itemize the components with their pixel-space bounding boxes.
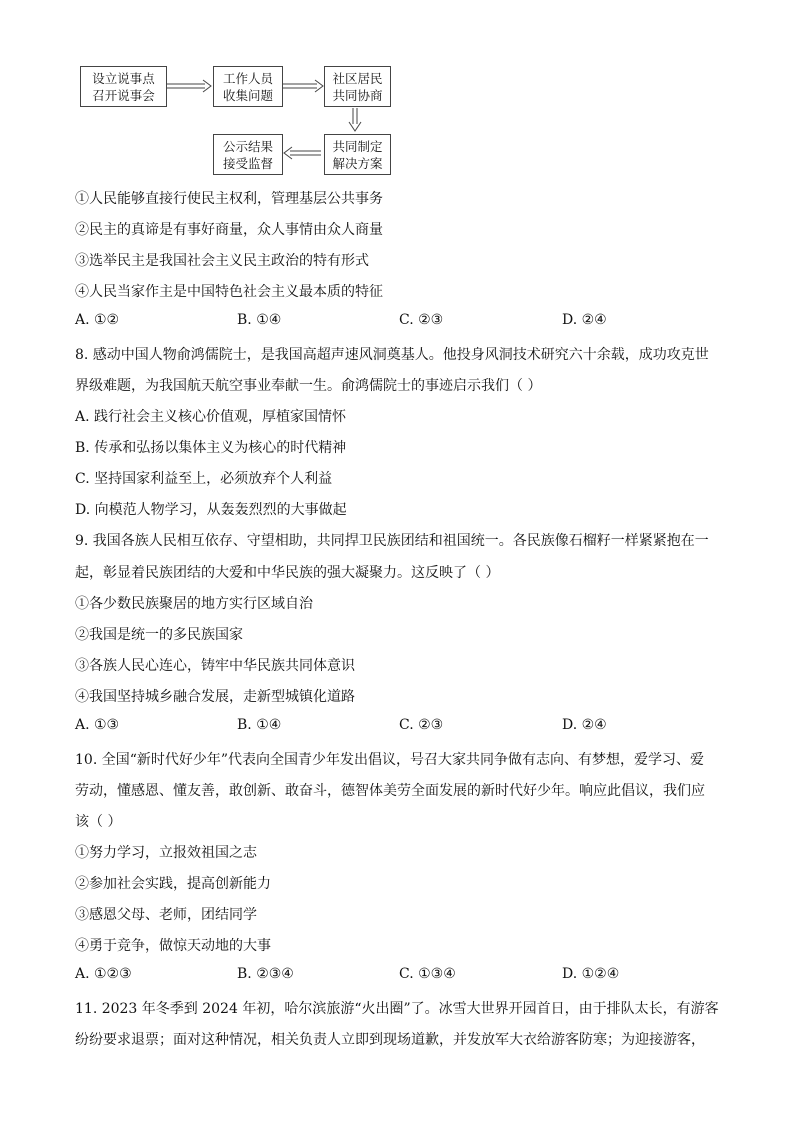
q7-option-a[interactable]: A. ①② (75, 312, 120, 328)
q9-option-a[interactable]: A. ①③ (75, 717, 120, 733)
q8-choice-c[interactable]: C. 坚持国家利益至上，必须放弃个人利益 (75, 471, 333, 487)
q10-stem-line-2: 劳动，懂感恩、懂友善，敢创新、敢奋斗，德智体美劳全面发展的新时代好少年。响应此倡议，我们应 (75, 783, 705, 799)
q7-option-d[interactable]: D. ②④ (562, 312, 607, 328)
flow-box-line: 社区居民 (332, 70, 383, 86)
q7-option-c[interactable]: C. ②③ (399, 312, 444, 328)
q10-option-c[interactable]: C. ①③④ (399, 966, 456, 982)
flow-box-line: 公示结果 (222, 138, 273, 154)
flow-box-line: 召开说事会 (92, 87, 155, 103)
q7-item-1: ①人民能够直接行使民主权利，管理基层公共事务 (75, 191, 383, 207)
flow-box-line: 共同协商 (332, 87, 383, 103)
flow-box-publish (213, 134, 283, 175)
flow-box-line: 解决方案 (332, 155, 383, 171)
q7-item-4: ④人民当家作主是中国特色社会主义最本质的特征 (75, 284, 383, 300)
flow-box-line: 设立说事点 (92, 70, 155, 86)
q8-choice-d[interactable]: D. 向模范人物学习，从轰轰烈烈的大事做起 (75, 502, 347, 518)
q10-item-2: ②参加社会实践，提高创新能力 (75, 876, 271, 892)
q10-options (75, 966, 715, 986)
q9-option-c[interactable]: C. ②③ (399, 717, 444, 733)
q9-option-b[interactable]: B. ①④ (237, 717, 282, 733)
flow-box-line: 工作人员 (222, 70, 273, 86)
q9-stem-line-1: 9. 我国各族人民相互依存、守望相助，共同捍卫民族团结和祖国统一。各民族像石榴籽一样紧紧抱在一 (75, 533, 709, 549)
q9-item-2: ②我国是统一的多民族国家 (75, 627, 243, 643)
q7-item-2: ②民主的真谛是有事好商量，众人事情由众人商量 (75, 222, 383, 238)
q10-item-1: ①努力学习，立报效祖国之志 (75, 845, 257, 861)
q9-options (75, 717, 715, 737)
q10-option-d[interactable]: D. ①②④ (562, 966, 620, 982)
q9-stem-line-2: 起，彰显着民族团结的大爱和中华民族的强大凝聚力。这反映了（ ） (75, 565, 500, 581)
q7-option-b[interactable]: B. ①④ (237, 312, 282, 328)
q10-stem-line-1: 10. 全国“新时代好少年”代表向全国青少年发出倡议，号召大家共同争做有志向、有梦想，爱学习、爱 (75, 752, 705, 768)
flow-box-line: 收集问题 (222, 87, 273, 103)
q9-item-4: ④我国坚持城乡融合发展，走新型城镇化道路 (75, 689, 355, 705)
q11-stem-line-2: 纷纷要求退票；面对这种情况，相关负责人立即到现场道歉，并发放军大衣给游客防寒；为迎接游客， (75, 1032, 705, 1048)
q9-item-1: ①各少数民族聚居的地方实行区域自治 (75, 596, 313, 612)
flow-box-line: 接受监督 (222, 155, 273, 171)
q8-choice-a[interactable]: A. 践行社会主义核心价值观，厚植家国情怀 (75, 409, 347, 425)
q10-option-a[interactable]: A. ①②③ (75, 966, 132, 982)
q9-option-d[interactable]: D. ②④ (562, 717, 607, 733)
q7-options (75, 312, 715, 332)
q8-choice-b[interactable]: B. 传承和弘扬以集体主义为核心的时代精神 (75, 440, 347, 456)
q10-option-b[interactable]: B. ②③④ (237, 966, 294, 982)
q10-stem-line-3: 该（ ） (75, 814, 122, 830)
q10-item-3: ③感恩父母、老师，团结同学 (75, 907, 257, 923)
q11-stem-line-1: 11. 2023 年冬季到 2024 年初，哈尔滨旅游“火出圈”了。冰雪大世界开园首日，由于排队太长，有游客 (75, 1001, 719, 1017)
q9-item-3: ③各族人民心连心，铸牢中华民族共同体意识 (75, 658, 355, 674)
flow-box-plan (324, 134, 391, 175)
q8-stem-line-2: 界级难题，为我国航天航空事业奉献一生。俞鸿儒院士的事迹启示我们（ ） (75, 378, 542, 394)
q10-item-4: ④勇于竞争，做惊天动地的大事 (75, 938, 271, 954)
flow-box-line: 共同制定 (332, 138, 383, 154)
flowchart (0, 0, 794, 180)
flow-box-setup (80, 66, 167, 107)
flow-box-collect (213, 66, 283, 107)
q8-stem-line-1: 8. 感动中国人物俞鸿儒院士，是我国高超声速风洞奠基人。他投身风洞技术研究六十余载，成功攻克世 (75, 347, 709, 363)
q7-item-3: ③选举民主是我国社会主义民主政治的特有形式 (75, 253, 369, 269)
flow-box-consult (324, 66, 391, 107)
